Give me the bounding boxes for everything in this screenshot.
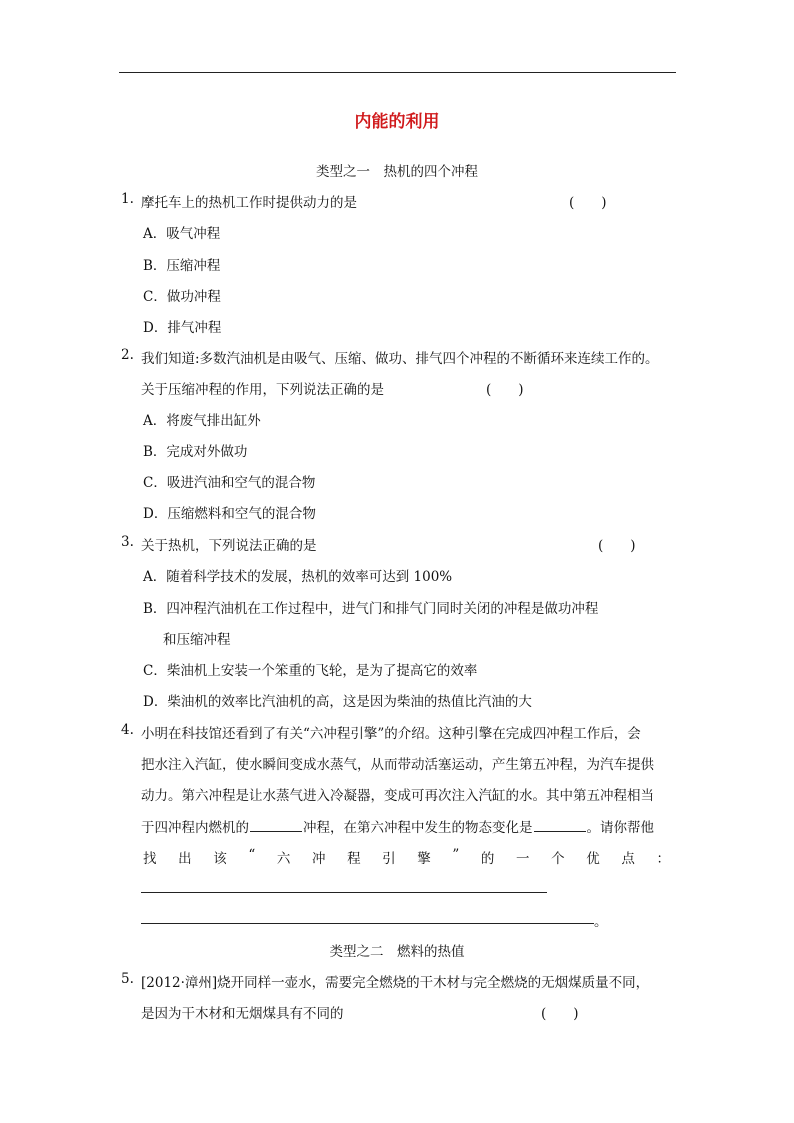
q3-answer-bracket: ( )	[598, 538, 636, 554]
q1-answer-bracket: ( )	[569, 195, 607, 211]
section-heading-1: 类型之一 热机的四个冲程	[316, 164, 478, 180]
q4-number: 4.	[121, 722, 134, 738]
q4-line5-char: 擎	[417, 851, 431, 867]
q3-option-b-line2: 和压缩冲程	[163, 632, 231, 648]
q2-option-d: D．压缩燃料和空气的混合物	[143, 506, 316, 522]
q4-stem-line1: 小明在科技馆还看到了有关“六冲程引擎”的介绍。这种引擎在完成四冲程工作后，会	[141, 726, 641, 742]
q4-blank-stroke-field[interactable]	[250, 819, 302, 832]
q4-line5-char: 一	[516, 851, 530, 867]
q4-line5-char: 六	[276, 851, 291, 867]
q1-option-a: A．吸气冲程	[143, 226, 221, 242]
page-title: 内能的利用	[354, 112, 440, 132]
q4-line5-char: 优	[586, 851, 600, 867]
q2-number: 2.	[121, 347, 134, 363]
q4-answer-line-2[interactable]	[141, 923, 594, 924]
q2-stem-line1: 我们知道:多数汽油机是由吸气、压缩、做功、排气四个冲程的不断循环来连续工作的。	[141, 351, 659, 367]
q4-line5-char: 的	[480, 851, 495, 867]
q4-line5-char: 个	[551, 851, 565, 867]
q4-line5-char: ：	[656, 851, 670, 867]
q4-line5-char: 程	[347, 851, 361, 867]
q3-option-b-line1: B．四冲程汽油机在工作过程中，进气门和排气门同时关闭的冲程是做功冲程	[143, 601, 599, 617]
q5-number: 5.	[121, 971, 134, 987]
q2-option-b: B．完成对外做功	[143, 444, 248, 460]
q2-stem-line2: 关于压缩冲程的作用，下列说法正确的是	[141, 382, 384, 398]
q1-option-c: C．做功冲程	[143, 289, 221, 305]
section-heading-2: 类型之二 燃料的热值	[329, 944, 465, 960]
q1-option-d: D．排气冲程	[143, 320, 222, 336]
q1-number: 1.	[121, 191, 134, 207]
q4-line5-char: 引	[382, 851, 396, 867]
q1-stem: 摩托车上的热机工作时提供动力的是	[141, 195, 357, 211]
q1-option-b: B．压缩冲程	[143, 258, 221, 274]
q4-line5-char: 出	[178, 851, 192, 867]
q4-answer-line-1[interactable]	[141, 892, 547, 893]
q3-option-c: C．柴油机上安装一个笨重的飞轮，是为了提高它的效率	[143, 663, 478, 679]
q4-blank-phase-change-field[interactable]	[534, 819, 586, 832]
q3-option-a: A．随着科学技术的发展，热机的效率可达到 100%	[143, 569, 453, 585]
q5-answer-bracket: ( )	[541, 1006, 579, 1022]
q4-stem-line3: 动力。第六冲程是让水蒸气进入冷凝器，变成可再次注入汽缸的水。其中第五冲程相当	[141, 788, 654, 804]
q4-line4-part3: 。请你帮他	[586, 820, 654, 836]
q2-option-c: C．吸进汽油和空气的混合物	[143, 475, 316, 491]
q5-stem-line2: 是因为干木材和无烟煤具有不同的	[141, 1006, 344, 1022]
q3-number: 3.	[121, 534, 134, 550]
q4-stem-line2: 把水注入汽缸，使水瞬间变成水蒸气，从而带动活塞运动，产生第五冲程，为汽车提供	[141, 757, 654, 773]
q2-option-a: A．将废气排出缸外	[143, 413, 261, 429]
q4-end-mark: 。	[594, 914, 608, 930]
header-rule	[119, 72, 676, 73]
q4-line5-char: 冲	[311, 851, 326, 867]
q2-answer-bracket: ( )	[486, 382, 524, 398]
q4-line5-char: 该	[213, 851, 227, 867]
q4-line5-char: “	[248, 847, 256, 863]
q4-stem-line4	[141, 816, 654, 836]
q5-stem-line1: [2012·漳州]烧开同样一壶水，需要完全燃烧的干木材与完全燃烧的无烟煤质量不同，	[141, 975, 650, 991]
q4-line5-char: 点	[621, 851, 635, 867]
q4-line5-char: 找	[143, 851, 157, 867]
q4-line4-part1: 于四冲程内燃机的	[141, 820, 249, 836]
q3-stem: 关于热机，下列说法正确的是	[141, 538, 317, 554]
q3-option-d: D．柴油机的效率比汽油机的高，这是因为柴油的热值比汽油的大	[143, 694, 532, 710]
q4-line5-char: ”	[452, 847, 460, 863]
q4-line4-part2: 冲程，在第六冲程中发生的物态变化是	[303, 820, 533, 836]
q4-stem-line5	[143, 847, 670, 867]
